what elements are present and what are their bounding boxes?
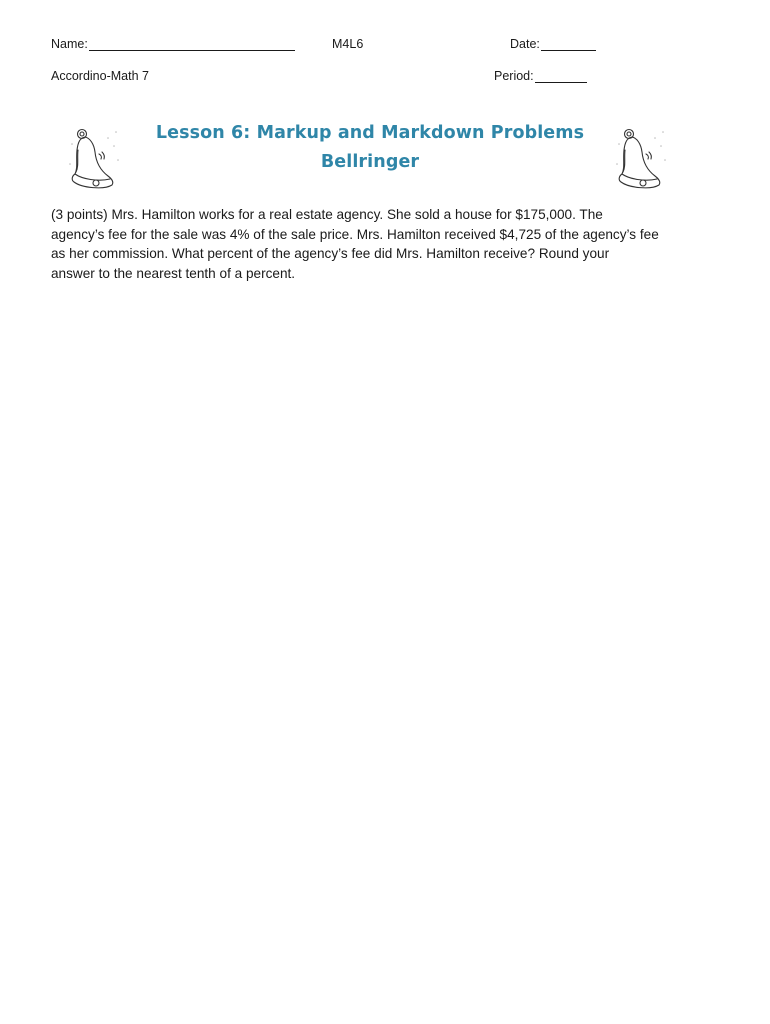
period-blank-line[interactable] [535, 70, 587, 83]
problem-line: as her commission. What percent of the agency’s fee did Mrs. Hamilton receive? Round your [51, 246, 610, 261]
lesson-code [332, 37, 363, 51]
period-label: Period: [494, 69, 534, 83]
worksheet-title: Lesson 6: Markup and Markdown Problems [155, 123, 585, 143]
name-blank-line[interactable] [89, 38, 295, 51]
class-name-text: Accordino-Math 7 [51, 69, 149, 83]
period-field [494, 69, 587, 83]
date-blank-line[interactable] [541, 38, 596, 51]
problem-text [51, 205, 691, 283]
class-name [51, 69, 149, 83]
bell-icon [615, 124, 671, 190]
problem-line: answer to the nearest tenth of a percent. [51, 265, 296, 281]
name-label: Name: [51, 37, 88, 51]
worksheet-subtitle: Bellringer [320, 152, 420, 172]
problem-line: agency’s fee for the sale was 4% of the sale price. Mrs. Hamilton received $4,725 of the agency’s fee [51, 226, 659, 242]
date-label: Date: [510, 37, 540, 51]
date-field [510, 37, 596, 51]
problem-line: (3 points) Mrs. Hamilton works for a real estate agency. She sold a house for $175,000. The [51, 207, 603, 222]
lesson-code-text: M4L6 [332, 37, 364, 51]
bell-icon [68, 124, 124, 190]
name-field [51, 37, 295, 51]
